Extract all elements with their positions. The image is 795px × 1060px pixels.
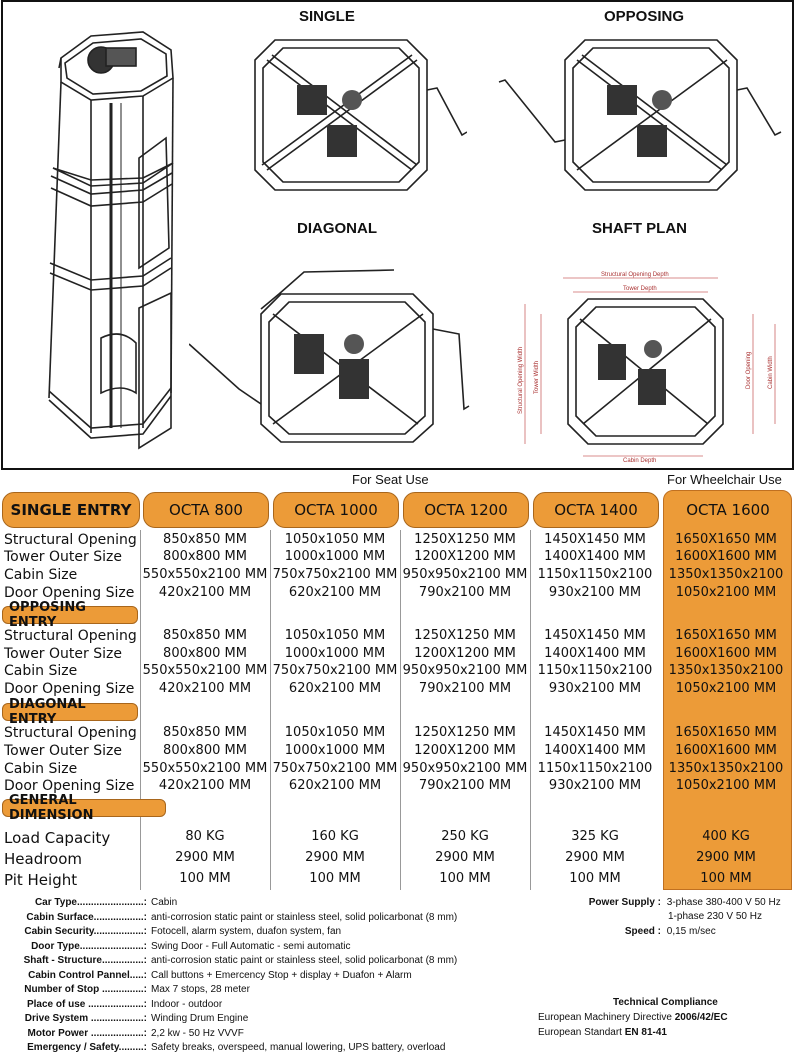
- table-cell: 1350x1350x2100: [668, 663, 784, 678]
- table-cell: 1400X1400 MM: [544, 646, 646, 661]
- power-supply-line-1: 3-phase 380-400 V 50 Hz: [666, 897, 781, 908]
- table-cell: 1450X1450 MM: [544, 532, 646, 547]
- table-cell: 100 MM: [700, 871, 752, 886]
- compliance-line-2-bold: EN 81-41: [624, 1027, 667, 1038]
- table-cell: 1650X1650 MM: [675, 532, 777, 547]
- row-label: Headroom: [4, 850, 83, 868]
- section-header-general-dimension: GENERAL DIMENSION: [2, 799, 166, 817]
- table-cell: 100 MM: [309, 871, 361, 886]
- table-row: [0, 725, 795, 742]
- table-cell: 420x2100 MM: [158, 585, 252, 600]
- spec-item: [4, 955, 457, 966]
- row-label: Tower Outer Size: [4, 549, 122, 565]
- drawing-label-single: SINGLE: [299, 8, 355, 25]
- row-label: Tower Outer Size: [4, 743, 122, 759]
- spec-value: Swing Door - Full Automatic - semi automatic: [151, 940, 351, 952]
- table-cell: 2900 MM: [565, 850, 625, 865]
- row-label: Cabin Size: [4, 567, 78, 583]
- table-cell: 1450X1450 MM: [544, 628, 646, 643]
- table-cell: 1000x1000 MM: [284, 646, 386, 661]
- table-cell: 930x2100 MM: [548, 778, 642, 793]
- spec-item: [4, 1013, 248, 1024]
- spec-key: Motor Power ...................:: [27, 1027, 147, 1039]
- row-label: Structural Opening: [4, 725, 137, 741]
- spec-key: Cabin Control Pannel.....:: [28, 969, 147, 981]
- spec-key: Place of use ....................:: [26, 998, 147, 1010]
- table-cell: 800x800 MM: [163, 549, 247, 564]
- model-header-octa-1600: OCTA 1600: [686, 501, 770, 519]
- table-row: [0, 829, 795, 846]
- spec-value: anti-corrosion static paint or stainless steel, solid policarbonat (8 mm): [151, 955, 458, 966]
- shaft-plan-drawing: [503, 264, 793, 464]
- table-cell: 80 KG: [185, 829, 225, 844]
- table-cell: 1050x2100 MM: [675, 778, 777, 793]
- compliance-line-1-bold: 2006/42/EC: [674, 1012, 728, 1023]
- row-label: Load Capacity: [4, 829, 111, 847]
- row-label: Cabin Size: [4, 663, 78, 679]
- spec-value: Max 7 stops, 28 meter: [151, 984, 250, 995]
- table-cell: 1050x1050 MM: [284, 725, 386, 740]
- drawings-panel: [1, 0, 794, 470]
- spec-value: Winding Drum Engine: [151, 1013, 249, 1024]
- shaft-dim-tower-depth: Tower Depth: [623, 286, 657, 292]
- spec-key: Door Type.......................:: [31, 940, 147, 952]
- power-supply-key: Power Supply :: [588, 897, 661, 908]
- table-row: [0, 549, 795, 566]
- table-cell: 2900 MM: [175, 850, 235, 865]
- table-cell: 1400X1400 MM: [544, 549, 646, 564]
- table-cell: 1600X1600 MM: [675, 646, 777, 661]
- table-cell: 325 KG: [571, 829, 619, 844]
- table-cell: 1200X1200 MM: [414, 549, 516, 564]
- table-cell: 1050x1050 MM: [284, 628, 386, 643]
- model-header-octa-800: OCTA 800: [143, 492, 269, 528]
- table-cell: 750x750x2100 MM: [272, 761, 398, 776]
- spec-value: Cabin: [151, 897, 178, 908]
- row-label: Tower Outer Size: [4, 646, 122, 662]
- table-cell: 1000x1000 MM: [284, 743, 386, 758]
- row-label: Cabin Size: [4, 761, 78, 777]
- table-cell: 1000x1000 MM: [284, 549, 386, 564]
- table-cell: 790x2100 MM: [418, 681, 512, 696]
- table-cell: 2900 MM: [305, 850, 365, 865]
- spec-key: Shaft - Structure...............:: [23, 955, 147, 966]
- drawing-label-shaft-plan: SHAFT PLAN: [592, 220, 687, 237]
- shaft-dim-structural-depth: Structural Opening Depth: [601, 272, 669, 278]
- spec-key: Cabin Security..................:: [24, 926, 147, 937]
- spec-item: [4, 941, 351, 952]
- table-row: [0, 743, 795, 760]
- spec-item: [4, 897, 177, 908]
- table-cell: 1150x1150x2100: [537, 567, 653, 582]
- table-cell: 950x950x2100 MM: [402, 567, 528, 582]
- shaft-dim-structural-width: Structural Opening Width: [518, 346, 524, 414]
- spec-key: Drive System ...................:: [24, 1013, 147, 1024]
- section-header-single-entry: SINGLE ENTRY: [2, 492, 140, 528]
- table-cell: 950x950x2100 MM: [402, 663, 528, 678]
- table-cell: 750x750x2100 MM: [272, 663, 398, 678]
- spec-key: Emergency / Safety.........:: [27, 1042, 147, 1053]
- wheelchair-use-label: For Wheelchair Use: [667, 472, 782, 487]
- compliance-line-2: [538, 1027, 667, 1038]
- spec-key: Car Type........................:: [34, 897, 147, 908]
- spec-item: [4, 999, 222, 1010]
- table-cell: 1600X1600 MM: [675, 549, 777, 564]
- diagonal-plan-drawing: [189, 264, 489, 444]
- table-cell: 100 MM: [439, 871, 491, 886]
- table-cell: 1450X1450 MM: [544, 725, 646, 740]
- spec-item: [4, 912, 457, 923]
- speed-key: Speed :: [624, 926, 661, 937]
- spec-value: Indoor - outdoor: [151, 998, 223, 1010]
- table-cell: 550x550x2100 MM: [142, 663, 268, 678]
- model-header-octa-1000: OCTA 1000: [273, 492, 399, 528]
- table-cell: 850x850 MM: [163, 725, 247, 740]
- table-cell: 800x800 MM: [163, 646, 247, 661]
- spec-item: [4, 1042, 445, 1053]
- row-label: Pit Height: [4, 871, 78, 889]
- spec-key: Cabin Surface..................:: [26, 911, 147, 923]
- table-cell: 1200X1200 MM: [414, 646, 516, 661]
- seat-use-label: For Seat Use: [352, 472, 429, 487]
- table-cell: 1150x1150x2100: [537, 761, 653, 776]
- speed: [565, 926, 716, 937]
- speed-value: 0,15 m/sec: [666, 926, 716, 937]
- spec-value: Safety breaks, overspeed, manual lowering, UPS battery, overload: [151, 1042, 446, 1053]
- row-label: Door Opening Size: [4, 585, 135, 601]
- table-cell: 100 MM: [179, 871, 231, 886]
- spec-item: [4, 926, 341, 937]
- table-cell: 1050x2100 MM: [675, 585, 777, 600]
- row-label: Structural Opening: [4, 532, 137, 548]
- drawing-label-diagonal: DIAGONAL: [297, 220, 377, 237]
- table-cell: 420x2100 MM: [158, 778, 252, 793]
- table-cell: 1650X1650 MM: [675, 725, 777, 740]
- opposing-plan-drawing: [495, 30, 795, 200]
- table-cell: 1200X1200 MM: [414, 743, 516, 758]
- table-cell: 790x2100 MM: [418, 585, 512, 600]
- table-cell: 1150x1150x2100: [537, 663, 653, 678]
- table-cell: 250 KG: [441, 829, 489, 844]
- table-row: [0, 646, 795, 663]
- drawing-label-opposing: OPPOSING: [604, 8, 685, 25]
- table-cell: 850x850 MM: [163, 532, 247, 547]
- row-label: Door Opening Size: [4, 778, 135, 794]
- table-cell: 1650X1650 MM: [675, 628, 777, 643]
- table-cell: 620x2100 MM: [288, 585, 382, 600]
- shaft-dim-cabin-width: Cabin Width: [768, 356, 774, 389]
- row-label: Door Opening Size: [4, 681, 135, 697]
- tower-perspective-drawing: [31, 8, 211, 468]
- power-supply-line-2-row: [668, 911, 762, 922]
- table-row: [0, 567, 795, 584]
- table-row: [0, 871, 795, 888]
- table-cell: 1250X1250 MM: [414, 628, 516, 643]
- spec-value: 2,2 kw - 50 Hz VVVF: [151, 1027, 244, 1039]
- table-cell: 550x550x2100 MM: [142, 761, 268, 776]
- shaft-dim-tower-width: Tower Width: [534, 360, 540, 394]
- spec-key: Number of Stop ...............:: [24, 984, 147, 995]
- table-cell: 160 KG: [311, 829, 359, 844]
- table-cell: 620x2100 MM: [288, 681, 382, 696]
- table-cell: 800x800 MM: [163, 743, 247, 758]
- table-cell: 790x2100 MM: [418, 778, 512, 793]
- table-cell: 620x2100 MM: [288, 778, 382, 793]
- table-row: [0, 532, 795, 549]
- compliance-title: Technical Compliance: [613, 997, 718, 1008]
- table-cell: 1050x2100 MM: [675, 681, 777, 696]
- model-header-octa-1200: OCTA 1200: [403, 492, 529, 528]
- table-row: [0, 663, 795, 680]
- table-row: [0, 761, 795, 778]
- compliance-line-1: [538, 1012, 728, 1023]
- table-cell: 930x2100 MM: [548, 681, 642, 696]
- table-cell: 2900 MM: [696, 850, 756, 865]
- table-row: [0, 681, 795, 698]
- table-cell: 750x750x2100 MM: [272, 567, 398, 582]
- shaft-dim-cabin-depth: Cabin Depth: [623, 458, 657, 464]
- table-cell: 1400X1400 MM: [544, 743, 646, 758]
- row-label: Structural Opening: [4, 628, 137, 644]
- spec-value: Call buttons + Emercency Stop + display + Duafon + Alarm: [151, 969, 412, 981]
- table-cell: 420x2100 MM: [158, 681, 252, 696]
- table-cell: 930x2100 MM: [548, 585, 642, 600]
- table-cell: 400 KG: [702, 829, 750, 844]
- table-cell: 1350x1350x2100: [668, 761, 784, 776]
- power-supply: [565, 897, 781, 908]
- table-cell: 550x550x2100 MM: [142, 567, 268, 582]
- spec-item: [4, 970, 412, 981]
- model-header-octa-1400: OCTA 1400: [533, 492, 659, 528]
- compliance-line-2-prefix: European Standart: [538, 1027, 622, 1038]
- table-cell: 850x850 MM: [163, 628, 247, 643]
- spec-item: [4, 1028, 244, 1039]
- compliance-line-1-prefix: European Machinery Directive: [538, 1012, 672, 1023]
- spec-value: anti-corrosion static paint or stainless steel, solid policarbonat (8 mm): [151, 911, 458, 923]
- table-cell: 2900 MM: [435, 850, 495, 865]
- table-cell: 1350x1350x2100: [668, 567, 784, 582]
- table-cell: 950x950x2100 MM: [402, 761, 528, 776]
- table-row: [0, 628, 795, 645]
- table-cell: 1050x1050 MM: [284, 532, 386, 547]
- shaft-dim-door-opening: Door Opening: [746, 351, 752, 389]
- table-cell: 1600X1600 MM: [675, 743, 777, 758]
- spec-value: Fotocell, alarm system, duafon system, fan: [151, 926, 342, 937]
- table-cell: 1250X1250 MM: [414, 532, 516, 547]
- spec-item: [4, 984, 250, 995]
- table-cell: 100 MM: [569, 871, 621, 886]
- section-header-diagonal-entry: DIAGONAL ENTRY: [2, 703, 138, 721]
- table-row: [0, 850, 795, 867]
- section-header-opposing-entry: OPPOSING ENTRY: [2, 606, 138, 624]
- single-plan-drawing: [227, 30, 467, 200]
- table-cell: 1250X1250 MM: [414, 725, 516, 740]
- power-supply-line-2: 1-phase 230 V 50 Hz: [668, 911, 762, 922]
